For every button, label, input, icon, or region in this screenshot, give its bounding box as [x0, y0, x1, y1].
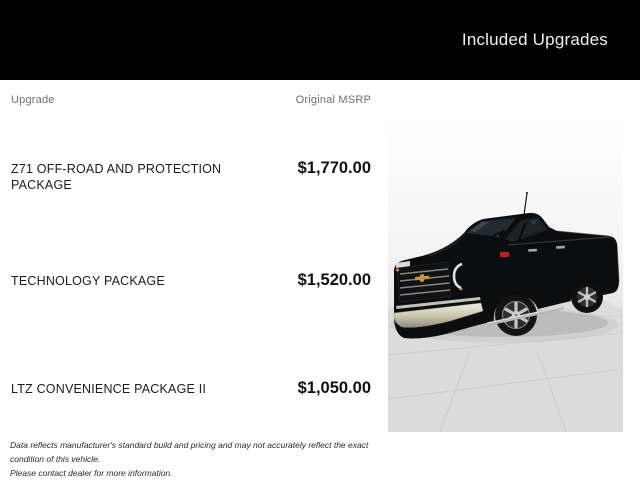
page-title: Included Upgrades: [461, 30, 608, 49]
column-header-msrp: Original MSRP: [295, 94, 371, 106]
upgrade-name: Z71 OFF-ROAD AND PROTECTION PACKAGE: [11, 162, 222, 192]
vehicle-photo: [388, 119, 623, 432]
upgrade-price: $1,050.00: [297, 379, 371, 397]
disclaimer: [10, 438, 392, 480]
door-handle: [528, 249, 537, 252]
upgrade-price: $1,520.00: [297, 271, 371, 289]
column-header-upgrade: Upgrade: [11, 94, 55, 106]
door-handle: [556, 246, 565, 249]
grille: [397, 262, 451, 302]
header-banner: [0, 0, 640, 80]
table-header-row: [11, 94, 371, 106]
table-row: [11, 379, 371, 398]
upgrade-name: LTZ CONVENIENCE PACKAGE II: [11, 382, 207, 396]
z71-badge: [500, 252, 509, 257]
table-row: [11, 159, 371, 193]
disclaimer-line-1: Data reflects manufacturer's standard build and pricing and may not accurately reflect the exact condition of this vehicle.: [10, 440, 369, 464]
disclaimer-line-2: Please contact dealer for more information.: [10, 468, 173, 478]
table-row: [11, 271, 371, 290]
upgrade-name: TECHNOLOGY PACKAGE: [11, 274, 165, 288]
truck-illustration: [388, 119, 623, 432]
upgrade-price: $1,770.00: [297, 159, 371, 177]
